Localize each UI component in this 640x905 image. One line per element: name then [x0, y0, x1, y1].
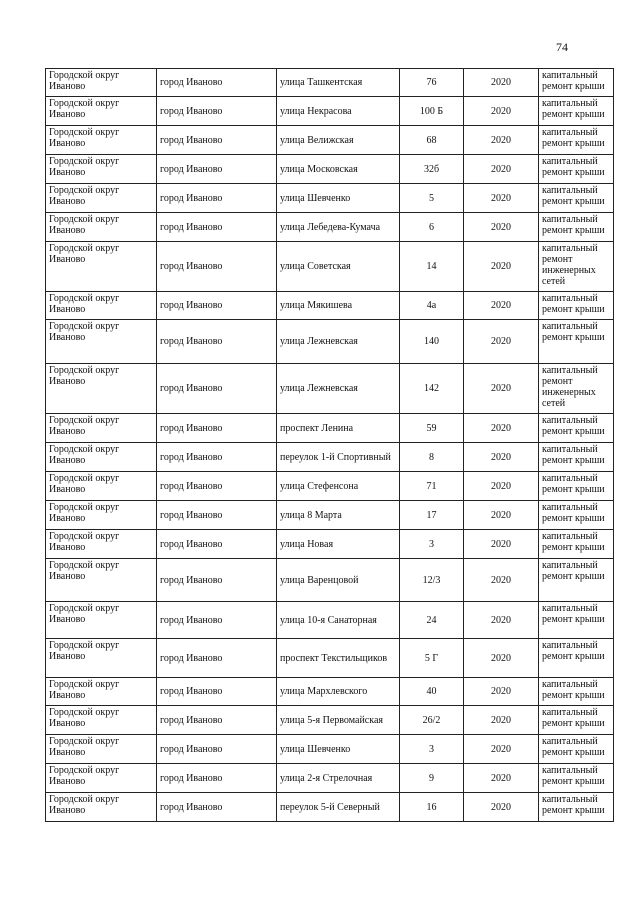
table-row	[46, 602, 614, 639]
work-type-cell: капитальный ремонт крыши	[539, 501, 614, 530]
year-cell: 2020	[464, 97, 539, 126]
house-number-cell: 12/3	[400, 559, 464, 602]
street-cell: улица 2-я Стрелочная	[277, 764, 400, 793]
house-number-cell: 6	[400, 213, 464, 242]
house-number-cell: 8	[400, 443, 464, 472]
house-number-cell: 40	[400, 678, 464, 706]
year-cell: 2020	[464, 184, 539, 213]
work-type-cell: капитальный ремонт крыши	[539, 793, 614, 822]
work-type-cell: капитальный ремонт крыши	[539, 184, 614, 213]
year-cell: 2020	[464, 764, 539, 793]
work-type-cell: капитальный ремонт крыши	[539, 155, 614, 184]
house-number-cell: 100 Б	[400, 97, 464, 126]
year-cell: 2020	[464, 414, 539, 443]
house-number-cell: 59	[400, 414, 464, 443]
table-row	[46, 69, 614, 97]
street-cell: улица Московская	[277, 155, 400, 184]
table-row	[46, 530, 614, 559]
table-row	[46, 735, 614, 764]
city-cell: город Иваново	[157, 735, 277, 764]
work-type-cell: капитальный ремонт крыши	[539, 292, 614, 320]
year-cell: 2020	[464, 292, 539, 320]
city-cell: город Иваново	[157, 706, 277, 735]
street-cell: улица Некрасова	[277, 97, 400, 126]
district-cell: Городской округ Иваново	[46, 639, 157, 678]
street-cell: улица Мякишева	[277, 292, 400, 320]
house-number-cell: 9	[400, 764, 464, 793]
year-cell: 2020	[464, 706, 539, 735]
city-cell: город Иваново	[157, 213, 277, 242]
street-cell: улица Шевченко	[277, 184, 400, 213]
district-cell: Городской округ Иваново	[46, 602, 157, 639]
street-cell: улица Стефенсона	[277, 472, 400, 501]
table-row	[46, 678, 614, 706]
district-cell: Городской округ Иваново	[46, 155, 157, 184]
city-cell: город Иваново	[157, 155, 277, 184]
city-cell: город Иваново	[157, 292, 277, 320]
year-cell: 2020	[464, 530, 539, 559]
table-row	[46, 184, 614, 213]
work-type-cell: капитальный ремонт крыши	[539, 639, 614, 678]
work-type-cell: капитальный ремонт инженерных сетей	[539, 364, 614, 414]
year-cell: 2020	[464, 69, 539, 97]
house-number-cell: 3	[400, 530, 464, 559]
district-cell: Городской округ Иваново	[46, 443, 157, 472]
work-type-cell: капитальный ремонт крыши	[539, 530, 614, 559]
street-cell: улица Варенцовой	[277, 559, 400, 602]
house-number-cell: 76	[400, 69, 464, 97]
district-cell: Городской округ Иваново	[46, 69, 157, 97]
work-type-cell: капитальный ремонт крыши	[539, 764, 614, 793]
street-cell: проспект Текстильщиков	[277, 639, 400, 678]
street-cell: проспект Ленина	[277, 414, 400, 443]
work-type-cell: капитальный ремонт крыши	[539, 472, 614, 501]
table-row	[46, 639, 614, 678]
district-cell: Городской округ Иваново	[46, 530, 157, 559]
city-cell: город Иваново	[157, 501, 277, 530]
street-cell: улица 10-я Санаторная	[277, 602, 400, 639]
house-number-cell: 32б	[400, 155, 464, 184]
city-cell: город Иваново	[157, 414, 277, 443]
street-cell: улица Шевченко	[277, 735, 400, 764]
work-type-cell: капитальный ремонт крыши	[539, 213, 614, 242]
table-row	[46, 242, 614, 292]
year-cell: 2020	[464, 242, 539, 292]
work-type-cell: капитальный ремонт инженерных сетей	[539, 242, 614, 292]
street-cell: переулок 1-й Спортивный	[277, 443, 400, 472]
work-type-cell: капитальный ремонт крыши	[539, 414, 614, 443]
city-cell: город Иваново	[157, 472, 277, 501]
house-number-cell: 4а	[400, 292, 464, 320]
year-cell: 2020	[464, 443, 539, 472]
district-cell: Городской округ Иваново	[46, 242, 157, 292]
year-cell: 2020	[464, 602, 539, 639]
table-row	[46, 414, 614, 443]
work-type-cell: капитальный ремонт крыши	[539, 602, 614, 639]
house-number-cell: 140	[400, 320, 464, 364]
street-cell: переулок 5-й Северный	[277, 793, 400, 822]
city-cell: город Иваново	[157, 320, 277, 364]
work-type-cell: капитальный ремонт крыши	[539, 443, 614, 472]
house-number-cell: 142	[400, 364, 464, 414]
year-cell: 2020	[464, 559, 539, 602]
work-type-cell: капитальный ремонт крыши	[539, 678, 614, 706]
district-cell: Городской округ Иваново	[46, 793, 157, 822]
street-cell: улица Лебедева-Кумача	[277, 213, 400, 242]
house-number-cell: 14	[400, 242, 464, 292]
house-number-cell: 16	[400, 793, 464, 822]
city-cell: город Иваново	[157, 97, 277, 126]
city-cell: город Иваново	[157, 602, 277, 639]
table-body	[46, 69, 614, 822]
district-cell: Городской округ Иваново	[46, 706, 157, 735]
city-cell: город Иваново	[157, 678, 277, 706]
table-row	[46, 764, 614, 793]
year-cell: 2020	[464, 155, 539, 184]
street-cell: улица Велижская	[277, 126, 400, 155]
district-cell: Городской округ Иваново	[46, 292, 157, 320]
city-cell: город Иваново	[157, 639, 277, 678]
year-cell: 2020	[464, 735, 539, 764]
city-cell: город Иваново	[157, 364, 277, 414]
street-cell: улица 8 Марта	[277, 501, 400, 530]
city-cell: город Иваново	[157, 764, 277, 793]
work-type-cell: капитальный ремонт крыши	[539, 735, 614, 764]
work-type-cell: капитальный ремонт крыши	[539, 69, 614, 97]
house-number-cell: 3	[400, 735, 464, 764]
street-cell: улица Мархлевского	[277, 678, 400, 706]
work-type-cell: капитальный ремонт крыши	[539, 559, 614, 602]
table-row	[46, 364, 614, 414]
house-number-cell: 24	[400, 602, 464, 639]
district-cell: Городской округ Иваново	[46, 126, 157, 155]
city-cell: город Иваново	[157, 793, 277, 822]
year-cell: 2020	[464, 213, 539, 242]
district-cell: Городской округ Иваново	[46, 364, 157, 414]
page-number: 74	[556, 40, 568, 54]
table-row	[46, 706, 614, 735]
street-cell: улица Лежневская	[277, 320, 400, 364]
work-type-cell: капитальный ремонт крыши	[539, 97, 614, 126]
district-cell: Городской округ Иваново	[46, 184, 157, 213]
table-row	[46, 559, 614, 602]
street-cell: улица Лежневская	[277, 364, 400, 414]
repair-table	[45, 68, 614, 822]
house-number-cell: 5 Г	[400, 639, 464, 678]
house-number-cell: 71	[400, 472, 464, 501]
table-row	[46, 155, 614, 184]
table-row	[46, 213, 614, 242]
year-cell: 2020	[464, 639, 539, 678]
year-cell: 2020	[464, 793, 539, 822]
work-type-cell: капитальный ремонт крыши	[539, 706, 614, 735]
year-cell: 2020	[464, 678, 539, 706]
street-cell: улица Ташкентская	[277, 69, 400, 97]
district-cell: Городской округ Иваново	[46, 559, 157, 602]
city-cell: город Иваново	[157, 242, 277, 292]
work-type-cell: капитальный ремонт крыши	[539, 126, 614, 155]
city-cell: город Иваново	[157, 126, 277, 155]
district-cell: Городской округ Иваново	[46, 320, 157, 364]
street-cell: улица 5-я Первомайская	[277, 706, 400, 735]
work-type-cell: капитальный ремонт крыши	[539, 320, 614, 364]
table-row	[46, 793, 614, 822]
street-cell: улица Новая	[277, 530, 400, 559]
table-row	[46, 97, 614, 126]
house-number-cell: 5	[400, 184, 464, 213]
house-number-cell: 26/2	[400, 706, 464, 735]
city-cell: город Иваново	[157, 69, 277, 97]
table-row	[46, 443, 614, 472]
table-row	[46, 501, 614, 530]
street-cell: улица Советская	[277, 242, 400, 292]
year-cell: 2020	[464, 364, 539, 414]
city-cell: город Иваново	[157, 443, 277, 472]
house-number-cell: 17	[400, 501, 464, 530]
district-cell: Городской округ Иваново	[46, 764, 157, 793]
house-number-cell: 68	[400, 126, 464, 155]
district-cell: Городской округ Иваново	[46, 735, 157, 764]
district-cell: Городской округ Иваново	[46, 97, 157, 126]
table-row	[46, 126, 614, 155]
year-cell: 2020	[464, 126, 539, 155]
year-cell: 2020	[464, 320, 539, 364]
district-cell: Городской округ Иваново	[46, 472, 157, 501]
district-cell: Городской округ Иваново	[46, 501, 157, 530]
city-cell: город Иваново	[157, 530, 277, 559]
city-cell: город Иваново	[157, 184, 277, 213]
table-row	[46, 472, 614, 501]
city-cell: город Иваново	[157, 559, 277, 602]
district-cell: Городской округ Иваново	[46, 414, 157, 443]
table-row	[46, 320, 614, 364]
district-cell: Городской округ Иваново	[46, 678, 157, 706]
year-cell: 2020	[464, 501, 539, 530]
table-row	[46, 292, 614, 320]
district-cell: Городской округ Иваново	[46, 213, 157, 242]
year-cell: 2020	[464, 472, 539, 501]
